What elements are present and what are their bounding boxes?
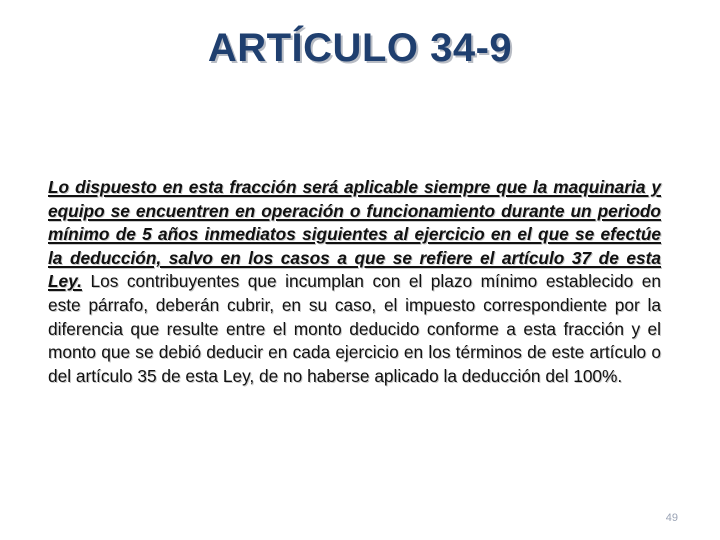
regular-text: Los contribuyentes que incumplan con el plazo mínimo establecido en este párrafo, deberán cubrir, en su caso, el impuesto correspondiente por la diferencia que resulte entre el monto deducido conforme a esta fracción y el monto que se debió deducir en cada ejercicio en los términos de este artículo o del artículo 35 de esta Ley, de no haberse aplicado la deducción del 100%. — [48, 271, 661, 386]
article-paragraph — [48, 176, 661, 388]
page-number: 49 — [665, 512, 678, 524]
emphasized-text: Lo dispuesto en esta fracción será aplicable siempre que la maquinaria y equipo se encuentren en operación o funcionamiento durante un periodo mínimo de 5 años inmediatos siguientes al ejercicio en el que se efectúe la deducción, salvo en los casos a que se refiere el artículo 37 de esta Ley. — [48, 177, 661, 292]
slide-title: ARTÍCULO 34-9 — [207, 26, 513, 70]
